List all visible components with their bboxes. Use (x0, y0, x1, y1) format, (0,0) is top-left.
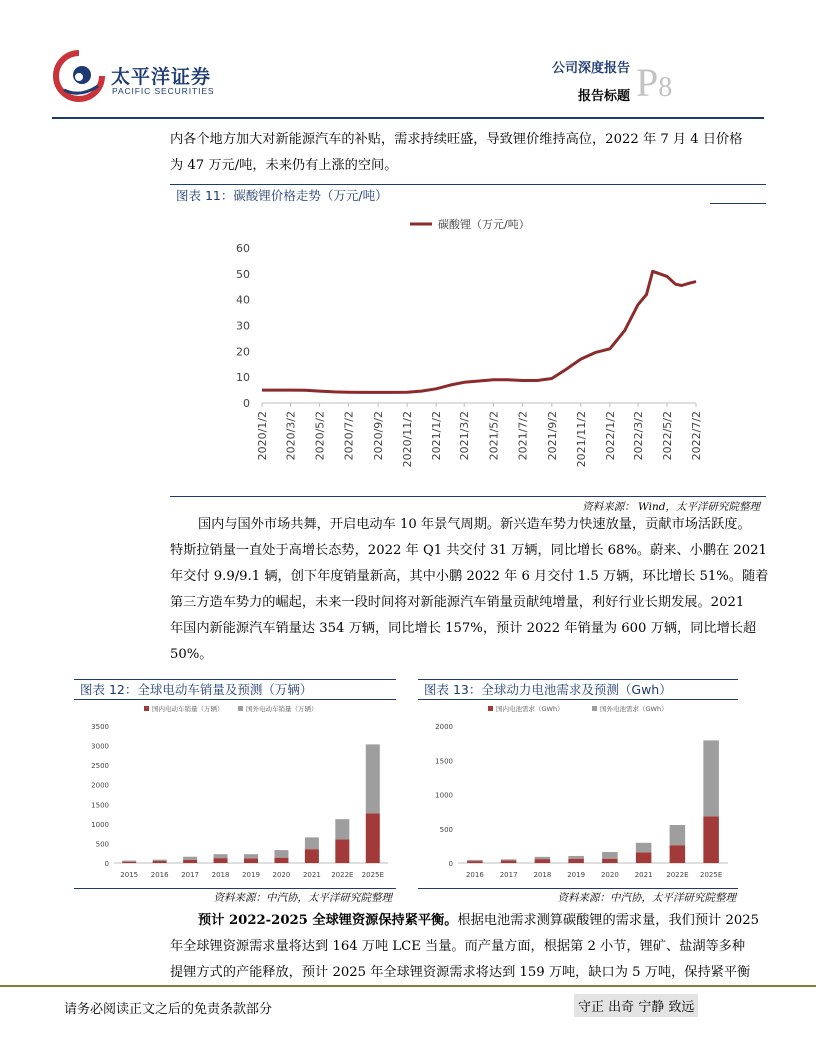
y-tick-label: 500 (95, 840, 109, 849)
bar-segment (535, 859, 551, 863)
x-tick-label: 2022E (331, 871, 354, 879)
disclaimer-text: 请务必阅读正文之后的免责条款部分 (64, 1002, 273, 1017)
legend-label: 碳酸锂（万元/吨） (438, 218, 530, 231)
legend-label: 国内电动车销量（万辆） (152, 705, 224, 713)
legend-label: 国外电动车销量（万辆） (246, 705, 318, 713)
y-tick-label: 1000 (91, 820, 109, 829)
bar-segment (568, 859, 584, 863)
bar-segment (568, 856, 584, 859)
figure-12-top-rule (74, 679, 396, 680)
legend-swatch (592, 706, 597, 711)
x-tick-label: 2017 (181, 871, 200, 879)
bar-segment (366, 744, 380, 813)
y-tick-label: 1500 (435, 757, 453, 766)
x-tick-label: 2021 (302, 871, 321, 879)
bar-segment (467, 860, 483, 861)
bar-segment (274, 858, 288, 863)
price-series-line (262, 271, 696, 392)
x-tick-label: 2021/1/2 (430, 411, 444, 461)
header-divider (52, 117, 764, 119)
y-tick-label: 0 (448, 860, 453, 868)
paragraph-line: 第三方造车势力的崛起，未来一段时间将对新能源汽车销量贡献纯增量，利好行业长期发展。2021 (170, 595, 745, 610)
figure-12-title: 图表 12：全球电动车销量及预测（万辆） (80, 682, 313, 697)
paragraph-line: 内各个地方加大对新能源汽车的补贴，需求持续旺盛，导致锂价维持高位，2022 年 7 月 4 日价格 (170, 132, 743, 147)
y-tick-label: 2000 (91, 781, 109, 790)
x-tick-label: 2025E (700, 871, 723, 879)
paragraph-line: 50%。 (170, 647, 213, 662)
y-tick-label: 50 (236, 267, 250, 281)
x-tick-label: 2020/1/2 (256, 411, 269, 461)
page-number-value: 8 (658, 72, 673, 103)
y-tick-label: 2000 (435, 723, 453, 731)
bar-segment (636, 843, 652, 853)
figure-11-top-rule (170, 184, 766, 185)
x-tick-label: 2022E (666, 871, 689, 879)
footer-divider (0, 985, 816, 987)
x-tick-label: 2020/3/2 (284, 411, 298, 461)
bar-segment (602, 852, 618, 859)
lithium-price-chart (170, 206, 766, 494)
bar-segment (122, 862, 136, 863)
bar-segment (335, 819, 349, 839)
y-tick-label: 20 (236, 345, 250, 359)
bar-segment (335, 840, 349, 863)
y-tick-label: 30 (236, 319, 250, 333)
y-tick-label: 60 (236, 242, 250, 255)
bar-segment (183, 857, 197, 860)
paragraph-2 (170, 512, 770, 668)
x-tick-label: 2020/11/2 (401, 411, 415, 468)
x-tick-label: 2020/9/2 (372, 411, 386, 461)
y-tick-label: 1000 (435, 791, 453, 800)
figure-13-title: 图表 13：全球动力电池需求及预测（Gwh） (424, 682, 672, 697)
y-tick-label: 0 (243, 397, 250, 410)
x-tick-label: 2017 (499, 871, 518, 879)
paragraph-line: 国内与国外市场共舞，开启电动车 10 年景气周期。新兴造车势力快速放量，贡献市场活跃度。 (198, 517, 751, 532)
paragraph-line: 为 47 万元/吨，未来仍有上涨的空间。 (170, 158, 398, 173)
y-tick-label: 40 (236, 293, 250, 307)
y-tick-label: 500 (439, 825, 453, 834)
x-tick-label: 2019 (242, 871, 260, 879)
figure-11-title-rule (710, 203, 766, 204)
y-tick-label: 10 (236, 371, 250, 385)
paragraph-line: 年国内新能源汽车销量达 354 万辆，同比增长 157%，预计 2022 年销量为 600 万辆，同比增长超 (170, 621, 757, 636)
x-tick-label: 2021/5/2 (487, 411, 501, 461)
figure-12-bottom-rule (74, 888, 396, 889)
x-tick-label: 2021 (634, 871, 653, 879)
figure-11-title: 图表 11：碳酸锂价格走势（万元/吨） (176, 188, 388, 203)
x-tick-label: 2016 (465, 871, 484, 879)
ev-sales-chart (74, 700, 396, 888)
bar-segment (670, 845, 686, 863)
paragraph-line-rest: 根据电池需求测算碳酸锂的需求量，我们预计 2025 (457, 913, 760, 928)
x-tick-label: 2018 (533, 871, 552, 879)
figure-13-source: 资料来源：中汽协，太平洋研究院整理 (557, 892, 736, 904)
paragraph-line: 特斯拉销量一直处于高增长态势，2022 年 Q1 共交付 31 万辆，同比增长 68%。蔚来、小鹏在 2021 (170, 543, 767, 558)
bar-segment (274, 850, 288, 858)
bar-segment (122, 861, 136, 862)
bar-segment (183, 860, 197, 863)
page-prefix: P (636, 60, 659, 105)
x-tick-label: 2022/7/2 (690, 411, 703, 461)
company-name-en: PACIFIC SECURITIES (112, 86, 215, 96)
x-tick-label: 2021/9/2 (545, 411, 559, 461)
x-tick-label: 2021/3/2 (458, 411, 472, 461)
x-tick-label: 2022/1/2 (603, 411, 617, 461)
bar-segment (602, 859, 618, 863)
legend-swatch (144, 706, 149, 711)
x-tick-label: 2022/5/2 (660, 411, 674, 461)
bar-segment (703, 740, 719, 816)
bar-segment (305, 849, 319, 863)
x-tick-label: 2022/3/2 (631, 411, 645, 461)
paragraph-3 (170, 908, 770, 986)
x-tick-label: 2016 (150, 871, 169, 879)
legend-swatch (238, 706, 243, 711)
pacific-logo-icon (52, 46, 108, 102)
x-tick-label: 2020 (272, 871, 291, 879)
figure-13-bottom-rule (418, 888, 738, 889)
figure-11-source: 资料来源： Wind，太平洋研究院整理 (582, 501, 760, 513)
paragraph-line: 年全球锂资源需求量将达到 164 万吨 LCE 当量。而产量方面，根据第 2 小节，锂矿、盐湖等多种 (170, 939, 746, 954)
paragraph-line: 年交付 9.9/9.1 辆，创下年度销量新高，其中小鹏 2022 年 6 月交付 1.5 万辆，环比增长 51%。随着 (170, 569, 769, 584)
paragraph-lead: 预计 2022-2025 全球锂资源保持紧平衡。 (198, 913, 458, 928)
figure-12-source: 资料来源：中汽协，太平洋研究院整理 (213, 892, 392, 904)
bar-segment (501, 861, 517, 863)
bar-segment (366, 813, 380, 863)
x-tick-label: 2018 (211, 871, 230, 879)
figure-13-top-rule (418, 679, 738, 680)
x-tick-label: 2019 (567, 871, 586, 879)
page-header (0, 0, 816, 120)
company-name-cn: 太平洋证券 (111, 66, 212, 88)
bar-segment (214, 854, 228, 858)
legend-swatch (488, 706, 493, 711)
bar-segment (153, 860, 167, 861)
bar-segment (670, 825, 686, 845)
x-tick-label: 2021/11/2 (574, 411, 588, 468)
figure-11-bottom-rule (170, 496, 766, 497)
report-title: 报告标题 (577, 89, 630, 104)
y-tick-label: 3500 (91, 723, 109, 731)
bar-segment (703, 816, 719, 863)
x-tick-label: 2021/7/2 (516, 411, 530, 461)
bar-segment (244, 854, 258, 858)
legend-label: 国内电池需求（GWh） (496, 705, 564, 713)
bar-segment (501, 859, 517, 860)
y-tick-label: 3000 (91, 742, 109, 751)
report-type: 公司深度报告 (551, 61, 630, 76)
paragraph-line: 提锂方式的产能释放，预计 2025 年全球锂资源需求将达到 159 万吨，缺口为 5 万吨，保持紧平衡 (170, 965, 751, 980)
legend-label: 国外电池需求（GWh） (600, 705, 668, 713)
x-tick-label: 2020/5/2 (313, 411, 327, 461)
x-tick-label: 2015 (120, 871, 139, 879)
bar-segment (535, 857, 551, 859)
paragraph-1 (170, 127, 770, 179)
company-motto: 守正 出奇 宁静 致远 (574, 994, 698, 1017)
y-tick-label: 0 (104, 860, 109, 868)
x-tick-label: 2025E (361, 871, 384, 879)
y-tick-label: 2500 (91, 762, 109, 771)
x-tick-label: 2020/7/2 (342, 411, 356, 461)
bar-segment (305, 837, 319, 849)
bar-segment (636, 852, 652, 863)
battery-demand-chart (418, 700, 738, 888)
y-tick-label: 1500 (91, 801, 109, 810)
bar-segment (214, 858, 228, 863)
page-number (636, 60, 672, 111)
bar-segment (467, 861, 483, 863)
x-tick-label: 2020 (600, 871, 619, 879)
bar-segment (153, 861, 167, 863)
bar-segment (244, 858, 258, 863)
paragraph-line (170, 908, 770, 934)
